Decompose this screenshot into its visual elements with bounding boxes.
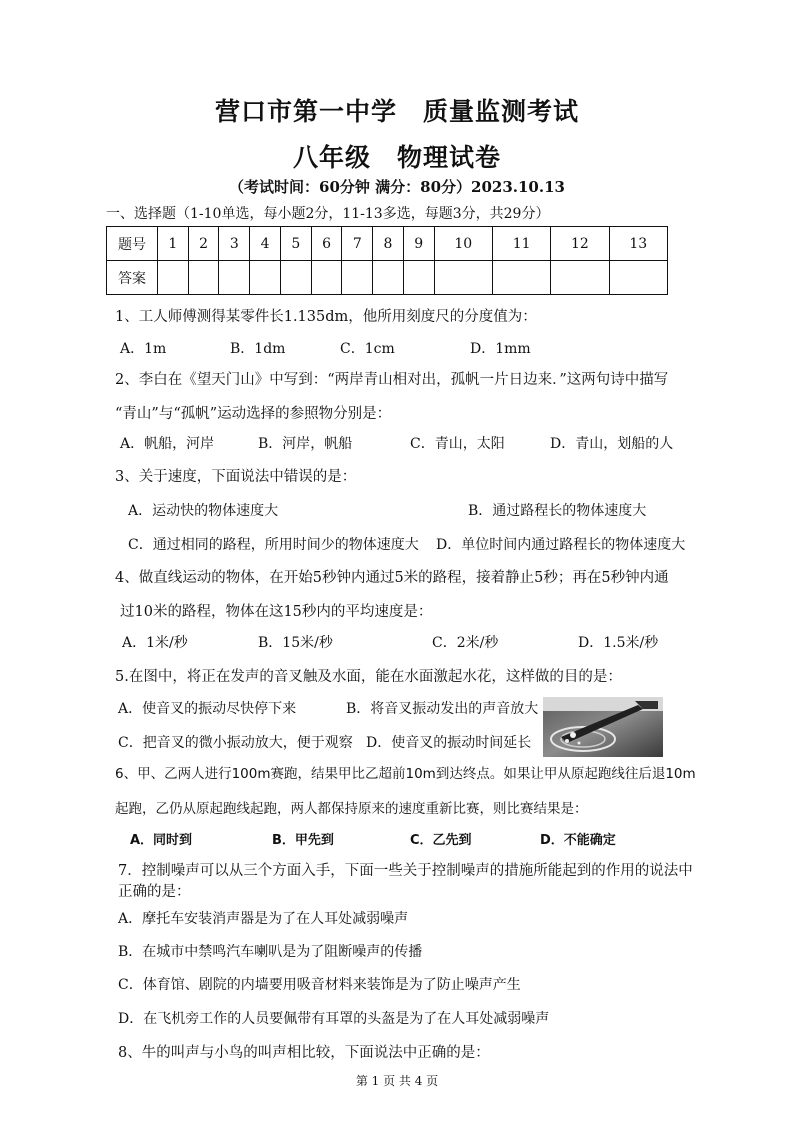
section-heading-choice: 一、选择题（1-10单选，每小题2分，11-13多选，每题3分，共29分） [106,206,550,222]
answer-table-number: 6 [311,227,342,261]
answer-table-number: 5 [280,227,311,261]
question-8-stem: 8、牛的叫声与小鸟的叫声相比较，下面说法中正确的是： [118,1045,490,1061]
answer-table-number: 9 [403,227,434,261]
answer-cell[interactable] [219,261,250,295]
page-footer: 第 1 页 共 4 页 [355,1074,439,1088]
question-1-option-d: D．1mm [470,341,531,357]
answer-cell[interactable] [373,261,404,295]
answer-cell[interactable] [551,261,609,295]
question-6-option-d: D．不能确定 [540,833,616,848]
question-2-option-d: D．青山，划船的人 [550,436,674,452]
question-5-stem: 5.在图中，将正在发声的音叉触及水面，能在水面激起水花，这样做的目的是： [115,669,622,685]
answer-cell[interactable] [158,261,189,295]
question-4-option-a: A．1米/秒 [122,635,188,651]
question-4-stem: 4、做直线运动的物体，在开始5秒钟内通过5米的路程，接着静止5秒；再在5秒钟内通 [115,570,669,586]
answer-table-number: 11 [492,227,550,261]
answer-table-number: 1 [158,227,189,261]
question-1-option-c: C．1cm [340,341,395,357]
question-7-stem: 7．控制噪声可以从三个方面入手，下面一些关于控制噪声的措施所能起到的作用的说法中 [118,863,693,879]
question-3-option-c: C．通过相同的路程，所用时间少的物体速度大 [128,537,419,553]
question-4-stem-cont: 过10米的路程，物体在这15秒内的平均速度是： [120,604,433,620]
question-2-option-c: C．青山，太阳 [410,436,505,452]
question-1-option-a: A．1m [120,341,167,357]
answer-cell[interactable] [342,261,373,295]
answer-table-number: 8 [373,227,404,261]
question-3-option-a: A．运动快的物体速度大 [128,503,279,519]
answer-table-number-row [107,227,668,261]
answer-table-row1-label: 题号 [107,227,158,261]
question-3-stem: 3、关于速度，下面说法中错误的是： [115,469,357,485]
tuning-fork-water-icon [543,697,663,757]
answer-table-number: 4 [250,227,281,261]
question-7-option-c: C．体育馆、剧院的内墙要用吸音材料来装饰是为了防止噪声产生 [118,977,521,993]
question-7-option-a: A．摩托车安装消声器是为了在人耳处减弱噪声 [118,911,409,927]
question-7-option-b: B．在城市中禁鸣汽车喇叭是为了阻断噪声的传播 [118,944,423,960]
answer-cell[interactable] [280,261,311,295]
question-1-stem: 1、工人师傅测得某零件长1.135dm，他所用刻度尺的分度值为： [115,309,537,325]
answer-table-number: 2 [188,227,219,261]
question-5-option-a: A．使音叉的振动尽快停下来 [118,701,297,717]
answer-table-number: 3 [219,227,250,261]
question-2-stem: 2、李白在《望天门山》中写到：“两岸青山相对出，孤帆一片日边来．”这两句诗中描写 [115,372,669,388]
answer-table-number: 13 [609,227,667,261]
question-6-option-c: C．乙先到 [410,833,472,848]
question-5-option-c: C．把音叉的微小振动放大，便于观察 [118,735,353,751]
question-2-option-b: B．河岸，帆船 [258,436,353,452]
question-6-stem: 6、甲、乙两人进行100m赛跑，结果甲比乙超前10m到达终点。如果让甲从原起跑线往后退10m [115,766,696,782]
question-2-option-a: A．帆船，河岸 [120,436,215,452]
answer-table [106,226,668,295]
exam-time-info: （考试时间：60分钟 满分：80分）2023.10.13 [229,178,565,196]
question-2-stem-cont: “青山”与“孤帆”运动选择的参照物分别是： [115,406,392,422]
question-6-stem-cont: 起跑，乙仍从原起跑线起跑，两人都保持原来的速度重新比赛，则比赛结果是： [115,801,588,817]
question-5-option-b: B．将音叉振动发出的声音放大 [346,701,539,717]
answer-cell[interactable] [492,261,550,295]
answer-cell[interactable] [188,261,219,295]
exam-title-school: 营口市第一中学 质量监测考试 [214,97,579,126]
answer-table-number: 7 [342,227,373,261]
tuning-fork-water-photo [543,697,663,757]
answer-cell[interactable] [403,261,434,295]
question-7-stem-cont: 正确的是： [118,884,191,900]
question-4-option-c: C．2米/秒 [432,635,499,651]
question-6-option-a: A．同时到 [130,833,193,848]
question-5-option-d: D．使音叉的振动时间延长 [366,735,532,751]
answer-table-number: 10 [434,227,492,261]
question-1-option-b: B．1dm [230,341,286,357]
answer-table-number: 12 [551,227,609,261]
exam-title-subject: 八年级 物理试卷 [292,143,501,172]
question-4-option-d: D．1.5米/秒 [578,635,659,651]
answer-cell[interactable] [250,261,281,295]
answer-cell[interactable] [311,261,342,295]
question-3-option-d: D．单位时间内通过路程长的物体速度大 [436,537,686,553]
question-6-option-b: B．甲先到 [272,833,334,848]
answer-table-answer-row [107,261,668,295]
question-3-option-b: B．通过路程长的物体速度大 [468,503,647,519]
question-7-option-d: D．在飞机旁工作的人员要佩带有耳罩的头盔是为了在人耳处减弱噪声 [118,1011,550,1027]
answer-table-row2-label: 答案 [107,261,158,295]
answer-cell[interactable] [609,261,667,295]
answer-cell[interactable] [434,261,492,295]
question-4-option-b: B．15米/秒 [258,635,333,651]
